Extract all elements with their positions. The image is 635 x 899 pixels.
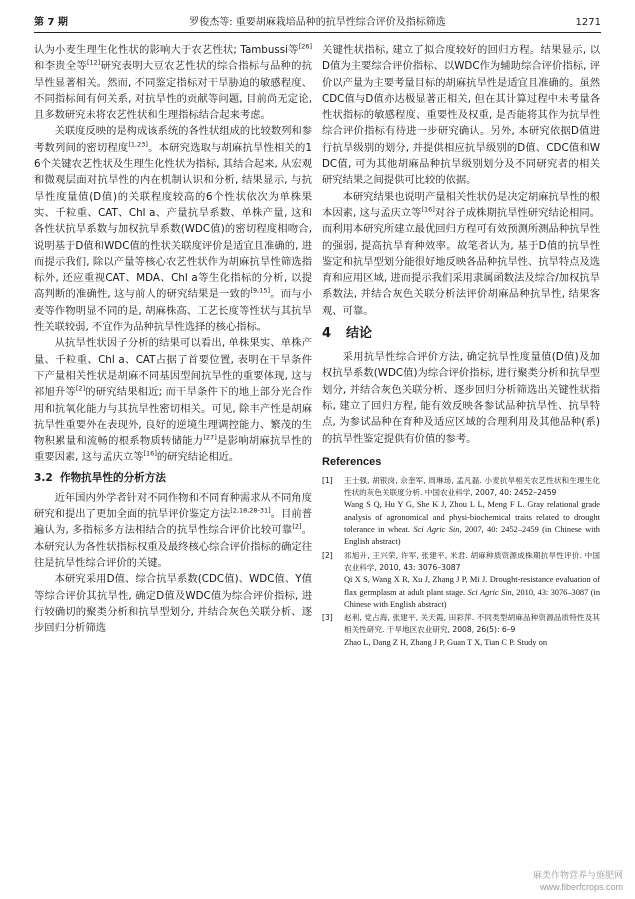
right-paragraph-1: 关键性状指标, 建立了拟合度较好的回归方程。结果显示, 以D值为主要综合评价指标、以WDC作为辅助综合评价指标, 评价以产量为主要考量目标的胡麻抗旱性是适宜且准确的。虽然CDC值与D值亦达极显著正相关, 但在其计算过程中未考量各性状指标的敏感程度、重要性及权重, 是否能将其作为抗旱性综合评价指标有待进一步研究确认。另外, 本研究依据D值进行抗旱级别的划分, 并提供相应抗旱级别的D值、CDC值和WDC值, 可为其他胡麻品种抗旱级别划分及不同研究者的相关研究结果之间提供可比较的依据。 [322,44,601,187]
reference-english-main: Qi X S, Wang X R, Xu J, Zhang J P, Mi J. Drought-resistance evaluation of flax germplasm at adult plant stage. [344,575,600,597]
section-title: 结论 [346,326,373,342]
conclusion-paragraph: 采用抗旱性综合评价方法, 确定抗旱性度量值(D值)及加权抗旱系数(WDC值)为综合评价指标, 进行聚类分析和抗旱型划分, 并结合灰色关联分析、逐步回归分析筛选出关键性状指标, 建立了回归方程, 能有效反映各参试品种抗旱性、抗旱特点, 为参试品种在育种及适应区域的合理利用及其他品种(系)的抗旱性鉴定提供有价值的参考。 [322,351,600,445]
right-paragraph-2: 本研究结果也说明产量相关性状仍是决定胡麻抗旱性的根本因素, 这与孟庆立等[16]对谷子成株期抗旱性研究结论相同。而利用本研究所建立最优回归方程可有效预测所测品种抗旱性的强弱, 提高抗旱育种效率。故笔者认为, 基于D值的抗旱性鉴定和抗旱型划分能很好地反映各品种抗旱性、抗旱特点及选育和应用区域, 进而提示我们采用隶属函数法及综合/加权抗旱系数法, 并结合灰色关联分析法评价胡麻品种抗旱性, 结果客观、可靠。 [322,190,601,317]
citation-marker: [9,15] [250,287,271,296]
citation-marker: [16] [143,450,157,458]
watermark-url: www.fiberfcrops.com [539,882,623,892]
reference-item [322,612,600,649]
citation-marker: [2,18,28-31] [230,506,271,515]
citation-marker: [16] [421,205,435,214]
page-number: 1271 [575,17,601,28]
references-heading: References [322,455,382,468]
citation-marker: [2] [292,522,302,531]
citation-marker: [26] [298,42,312,51]
reference-number: [2] [322,550,333,560]
right-column [322,42,600,650]
issue-label: 第 7 期 [34,17,68,28]
reference-english-main: Wang S Q, Hu Y G, She K J, Zhou L L, Meng F L. Gray relational grade analysis of agronomical and physi-biochemical traits related to drought tolerance in wheat. [344,500,600,535]
reference-number: [1] [322,475,333,485]
running-title: 罗俊杰等: 重要胡麻栽培品种的抗旱性综合评价及指标筛选 [189,17,446,28]
reference-chinese: 祁旭升, 王兴荣, 许军, 张建平, 米君. 胡麻种质资源成株期抗旱性评价. 中国农业科学, 2010, 43: 3076–3087 [344,550,600,572]
reference-english-main: Zhao L, Dang Z H, Zhang J P, Guan T X, Tian C P. Study on [344,637,548,647]
citation-marker: [1,23] [128,140,148,149]
citation-marker: [2] [75,384,86,393]
section-heading [322,325,600,343]
watermark-chinese: 麻类作物营养与施肥网 [532,871,623,881]
section-number: 4 [322,326,332,342]
reference-journal: Sci Agric Sin [413,525,460,535]
reference-chinese: 赵利, 党占海, 张建平, 关天霞, 田彩萍. 不同类型胡麻品种资源品质特性及其相关性研究. 干旱地区农业研究, 2008, 26(5): 6–9 [344,613,600,635]
citation-marker: [12] [86,58,101,67]
reference-item [322,550,600,611]
running-header [34,14,601,33]
reference-english-tail: , 2010, 43: 3076–3087 (in Chinese with English abstract) [344,587,601,609]
left-paragraph-3: 从抗旱性状因子分析的结果可以看出, 单株果实、单株产量、千粒重、Chl a、CAT占据了首要位置, 表明在干旱条件下产量相关性状是胡麻不同基因型间抗旱性的重要体现, 这与祁旭升等[2]的研究结果相近; 而干旱条件下的地上部分光合作用和抗氧化能力与其抗旱性密切相关。可见, 除丰产性是胡麻抗旱性重要外在表现外, 良好的逆境生理调控能力、繁茂的生物积累量和流畅的根系物质转储能力[27]是影响胡麻抗旱性的重要因素, 这与孟庆立等[16]的研究结论相近。 [34,337,313,464]
reference-journal: Sci Agric Sin [467,587,512,597]
left-paragraph-2: 关联度反映的是构成该系统的各性状组成的比较数列和参考数列间的密切程度[1,23]。本研究选取与胡麻抗旱性相关的16个关键农艺性状及生理生化性状为指标, 其结合起来, 从宏观和微观层面对抗旱性的内在机制认识和分析, 结果显示, 与抗旱性度量值(D值)的关联程度较高的6个性状依次为单株果实、千粒重、CAT、Chl a、产量抗旱系数、单株产量, 这和各性状抗旱系数与加权抗旱系数(WDC值)的密切程度相吻合, 说明基于D值和WDC值的性状关联度评价是适宜且准确的, 进而提示我们, 除以产量等核心农艺性状作为胡麻抗旱性筛选指标外, 还应重视CAT、MDA、Chl a等生化指标的分析, 以提高判断的准确性, 这与前人的研究结果是一致的[9,15]。而与小麦等作物明显不同的是, 胡麻株高、工艺长度等性状与其抗旱性关联较弱, 不宜作为品种抗旱性选择的核心指标。 [34,125,313,334]
subsection-heading [34,470,312,486]
left-paragraph-1: 认为小麦生理生化性状的影响大于农艺性状; Tambussi等[26]和李贵全等[12]研究表明大豆农艺性状的综合指标与品种的抗旱性显著相关。然而, 不同鉴定指标对干旱胁迫的敏感程度、不同指标间有何关系, 对抗旱性的贡献等问题, 目前尚无定论, 且多数研究未将农艺性状和生理指标结合起来考虑。 [34,42,313,122]
reference-english [344,574,600,611]
site-watermark [533,871,623,893]
left-paragraph-4: 近年国内外学者针对不同作物和不同育种需求从不同角度研究和提出了更加全面的抗旱评价鉴定方法[2,18,28-31]。目前普遍认为, 多指标多方法相结合的抗旱性综合评价比较可靠[2]。本研究认为各性状指标权重及最终核心综合评价指标的确定往往是抗旱性综合评价的关键。 [34,491,313,569]
subsection-title: 作物抗旱性的分析方法 [60,471,166,484]
reference-english [344,637,600,649]
left-column [34,42,312,636]
reference-english [344,499,600,548]
reference-chinese: 王士强, 胡银岗, 佘奎军, 周琳玚, 孟凡磊. 小麦抗旱相关农艺性状和生理生化性状的灰色关联度分析. 中国农业科学, 2007, 40: 2452–2459 [344,475,600,498]
reference-number: [3] [322,613,333,623]
subsection-number: 3.2 [34,471,53,484]
reference-item [322,475,600,549]
citation-marker: [27] [203,433,217,442]
left-paragraph-5: 本研究采用D值、综合抗旱系数(CDC值)、WDC值、Y值等综合评价其抗旱性, 确定D值及WDC值为综合评价指标, 进行较确切的聚类分析和抗旱型划分, 并结合灰色关联分析、逐步回归分析筛选 [34,573,312,635]
reference-english-tail: , 2007, 40: 2452–2459 (in Chinese with English abstract) [344,525,600,547]
